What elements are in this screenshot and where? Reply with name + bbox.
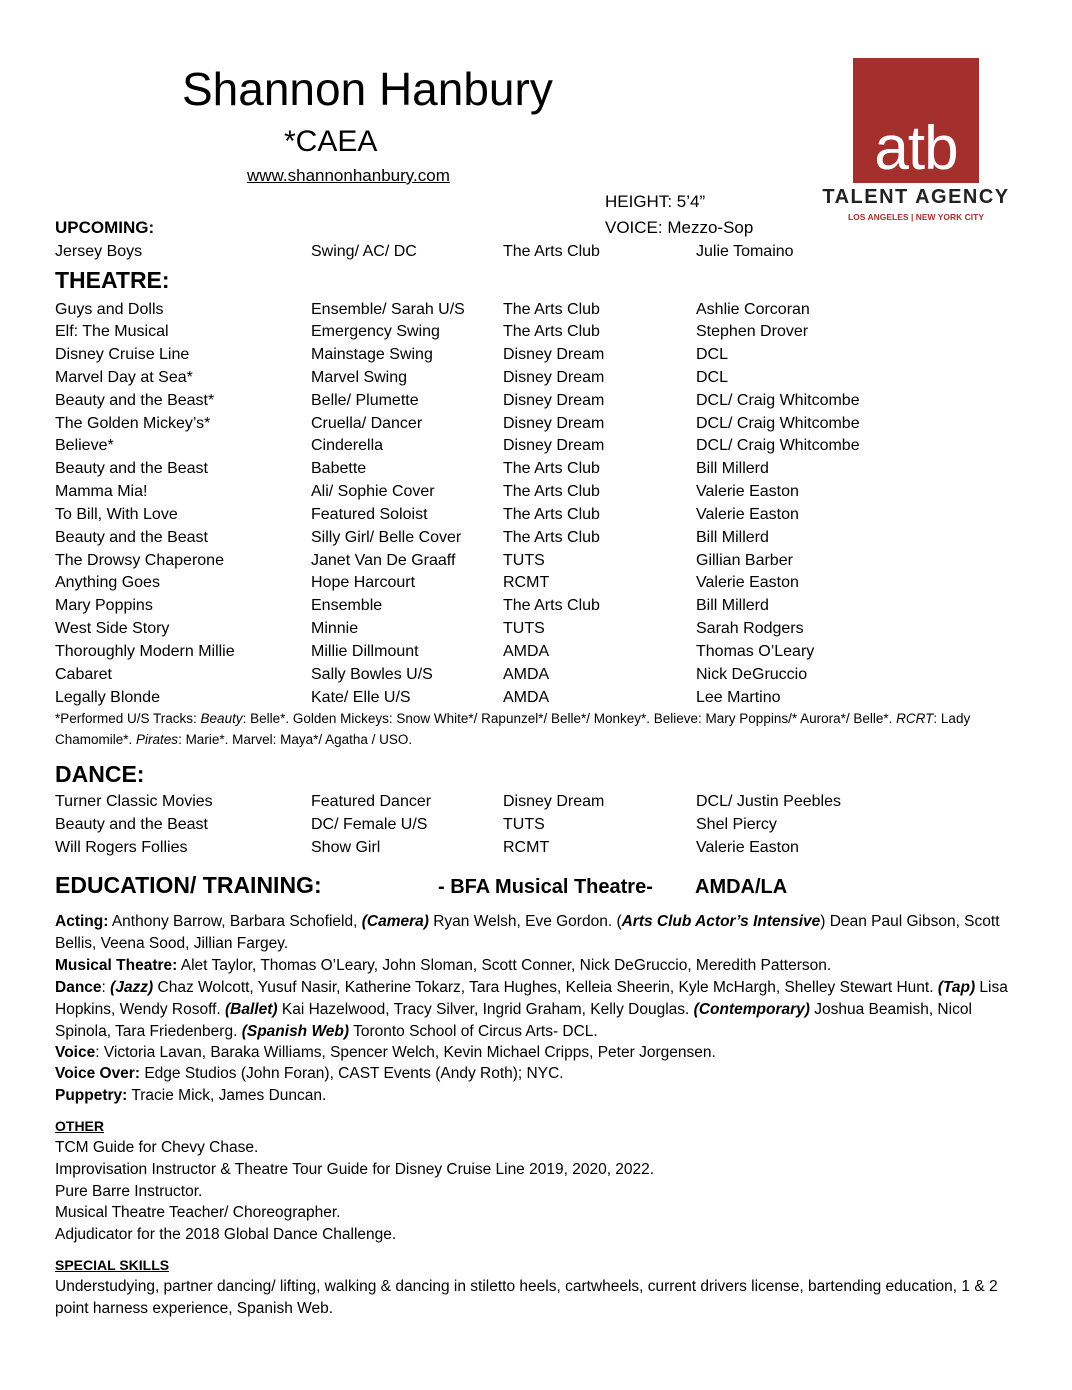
credit-venue: Disney Dream xyxy=(503,437,605,455)
credit-venue: AMDA xyxy=(503,688,550,706)
training-acting: Acting: Anthony Barrow, Barbara Schofield, (Camera) Ryan Welsh, Eve Gordon. (Arts Club Actor’s Intensive) Dean Paul Gibson, Scott Bellis, Veena Sood, Jillian Fargey. xyxy=(55,913,1000,952)
credit-show: Thoroughly Modern Millie xyxy=(55,642,235,660)
theatre-credit-row xyxy=(55,550,1015,573)
theatre-credit-row xyxy=(55,527,1015,550)
upcoming-credit-row xyxy=(55,241,1015,264)
credit-director: Thomas O’Leary xyxy=(696,642,815,660)
credit-director: DCL/ Craig Whitcombe xyxy=(696,437,860,455)
logo-cities-text: LOS ANGELES | NEW YORK CITY xyxy=(847,212,985,222)
credit-show: Beauty and the Beast xyxy=(55,528,208,546)
credit-director: DCL/ Justin Peebles xyxy=(696,793,841,810)
website-link[interactable]: www.shannonhanbury.com xyxy=(247,166,450,185)
credit-director: DCL/ Craig Whitcombe xyxy=(696,414,860,432)
credit-director: Gillian Barber xyxy=(696,551,793,569)
height-stat: HEIGHT: 5’4” xyxy=(605,192,706,211)
credit-venue: Disney Dream xyxy=(503,368,605,386)
credit-director: Bill Millerd xyxy=(696,460,769,478)
training-musical-theatre: Musical Theatre: Alet Taylor, Thomas O’Leary, John Sloman, Scott Conner, Nick DeGruccio, Meredith Patterson. xyxy=(55,957,832,974)
credit-director: Nick DeGruccio xyxy=(696,665,808,683)
credit-director: Bill Millerd xyxy=(696,597,769,615)
credit-show: To Bill, With Love xyxy=(55,505,178,523)
credit-show: Legally Blonde xyxy=(55,688,160,706)
credit-show: The Drowsy Chaperone xyxy=(55,551,224,569)
credit-role: DC/ Female U/S xyxy=(311,816,428,833)
theatre-heading: THEATRE: xyxy=(55,267,170,293)
credit-venue: TUTS xyxy=(503,816,545,833)
credit-show: The Golden Mickey’s* xyxy=(55,414,211,432)
credit-role: Cruella/ Dancer xyxy=(311,414,423,432)
credit-venue: Disney Dream xyxy=(503,793,605,810)
voice-type: VOICE: Mezzo-Sop xyxy=(605,218,754,237)
credit-director: Valerie Easton xyxy=(696,839,799,856)
credit-show: Beauty and the Beast xyxy=(55,816,208,833)
theatre-credit-row xyxy=(55,481,1015,504)
credit-role: Hope Harcourt xyxy=(311,574,416,592)
credit-director: Sarah Rodgers xyxy=(696,620,804,638)
logo-mark-box xyxy=(853,58,979,183)
credit-role: Ensemble/ Sarah U/S xyxy=(311,300,465,318)
education-school: AMDA/LA xyxy=(695,876,788,898)
training-voice-over: Voice Over: Edge Studios (John Foran), CAST Events (Andy Roth); NYC. xyxy=(55,1065,564,1082)
credit-venue: The Arts Club xyxy=(503,597,600,615)
credit-role: Kate/ Elle U/S xyxy=(311,688,411,706)
logo-mark-text: atb xyxy=(874,114,958,183)
credit-venue: The Arts Club xyxy=(503,323,600,341)
credit-show: Believe* xyxy=(55,437,114,455)
credit-director: DCL xyxy=(696,368,729,386)
credit-venue: The Arts Club xyxy=(503,460,600,478)
other-item: TCM Guide for Chevy Chase. xyxy=(55,1139,259,1156)
credit-role: Ali/ Sophie Cover xyxy=(311,483,435,501)
credit-director: Valerie Easton xyxy=(696,574,799,592)
theatre-credit-row xyxy=(55,618,1015,641)
credit-director: DCL xyxy=(696,346,729,364)
theatre-credit-row xyxy=(55,664,1015,687)
theatre-credit-row xyxy=(55,687,1015,710)
atb-talent-agency-logo xyxy=(818,58,1014,228)
credit-show: Guys and Dolls xyxy=(55,300,164,318)
credit-role: Sally Bowles U/S xyxy=(311,665,433,683)
credit-venue: The Arts Club xyxy=(503,483,600,501)
credit-director: Valerie Easton xyxy=(696,505,799,523)
credit-role: Mainstage Swing xyxy=(311,346,433,364)
education-degree: - BFA Musical Theatre- xyxy=(438,876,653,898)
credit-show: Turner Classic Movies xyxy=(55,793,213,810)
credit-show: Marvel Day at Sea* xyxy=(55,368,193,386)
dance-credit-row xyxy=(55,814,1015,837)
other-heading: OTHER xyxy=(55,1118,104,1134)
theatre-credit-row xyxy=(55,572,1015,595)
credit-director: Stephen Drover xyxy=(696,323,809,341)
special-skills-heading: SPECIAL SKILLS xyxy=(55,1257,170,1273)
credit-role: Minnie xyxy=(311,620,359,638)
credit-director: Julie Tomaino xyxy=(696,243,794,260)
training-voice: Voice: Victoria Lavan, Baraka Williams, Spencer Welch, Kevin Michael Cripps, Peter Jorgensen. xyxy=(55,1044,716,1061)
actor-name: Shannon Hanbury xyxy=(182,63,553,115)
theatre-credit-row xyxy=(55,641,1015,664)
credit-show: Beauty and the Beast* xyxy=(55,391,215,409)
credit-venue: The Arts Club xyxy=(503,300,600,318)
understudy-tracks-note: *Performed U/S Tracks: Beauty: Belle*. Golden Mickeys: Snow White*/ Rapunzel*/ Belle*/ Monkey*. Believe: Mary Poppins/* Aurora*/ Belle*. RCRT: Lady Chamomile*. Pirates: Marie*. Marvel: Maya*/ Agatha / USO. xyxy=(55,711,971,747)
credit-show: Will Rogers Follies xyxy=(55,839,188,856)
credit-director: Ashlie Corcoran xyxy=(696,300,810,318)
other-item: Improvisation Instructor & Theatre Tour Guide for Disney Cruise Line 2019, 2020, 2022. xyxy=(55,1161,655,1178)
credit-role: Millie Dillmount xyxy=(311,642,419,660)
theatre-credit-row xyxy=(55,435,1015,458)
theatre-credit-row xyxy=(55,504,1015,527)
credit-role: Belle/ Plumette xyxy=(311,391,419,409)
credit-director: Lee Martino xyxy=(696,688,781,706)
credit-show: Mamma Mia! xyxy=(55,483,148,501)
credit-venue: RCMT xyxy=(503,839,550,856)
credit-venue: Disney Dream xyxy=(503,414,605,432)
credit-venue: TUTS xyxy=(503,551,545,569)
credit-role: Featured Soloist xyxy=(311,505,428,523)
credit-venue: The Arts Club xyxy=(503,243,600,260)
credit-show: Anything Goes xyxy=(55,574,160,592)
other-item: Adjudicator for the 2018 Global Dance Challenge. xyxy=(55,1226,397,1243)
logo-agency-text: TALENT AGENCY xyxy=(822,186,1010,208)
credit-show: Mary Poppins xyxy=(55,597,153,615)
credit-show: Jersey Boys xyxy=(55,243,143,260)
theatre-credit-row xyxy=(55,595,1015,618)
credit-show: Beauty and the Beast xyxy=(55,460,208,478)
union-status: *CAEA xyxy=(284,125,378,158)
training-dance: Dance: (Jazz) Chaz Wolcott, Yusuf Nasir, Katherine Tokarz, Tara Hughes, Kelleia Sheerin, Kyle McHargh, Shelley Stewart Hunt. (Tap) Lisa Hopkins, Wendy Rosoff. (Ballet) Kai Hazelwood, Tracy Silver, Ingrid Graham, Kelly Douglas. (Contemporary) Joshua Beamish, Nicol Spinola, Tara Friedenberg. (Spanish Web) Toronto School of Circus Arts- DCL. xyxy=(55,979,1008,1040)
credit-role: Silly Girl/ Belle Cover xyxy=(311,528,462,546)
credit-venue: The Arts Club xyxy=(503,505,600,523)
theatre-credit-row xyxy=(55,321,1015,344)
credit-role: Emergency Swing xyxy=(311,323,440,341)
training-puppetry: Puppetry: Tracie Mick, James Duncan. xyxy=(55,1087,327,1104)
theatre-credit-row xyxy=(55,390,1015,413)
education-heading: EDUCATION/ TRAINING: xyxy=(55,872,322,898)
credit-role: Janet Van De Graaff xyxy=(311,551,456,569)
credit-role: Cinderella xyxy=(311,437,384,455)
credit-venue: Disney Dream xyxy=(503,391,605,409)
credit-director: Valerie Easton xyxy=(696,483,799,501)
credit-venue: RCMT xyxy=(503,574,550,592)
credit-show: Elf: The Musical xyxy=(55,323,169,341)
theatre-credit-row xyxy=(55,367,1015,390)
credit-venue: TUTS xyxy=(503,620,545,638)
credit-director: Shel Piercy xyxy=(696,816,777,833)
theatre-credit-row xyxy=(55,413,1015,436)
credit-director: DCL/ Craig Whitcombe xyxy=(696,391,860,409)
dance-credit-row xyxy=(55,837,1015,860)
theatre-credit-row xyxy=(55,299,1015,322)
credit-director: Bill Millerd xyxy=(696,528,769,546)
credit-role: Ensemble xyxy=(311,597,383,615)
dance-credit-row xyxy=(55,791,1015,814)
credit-role: Marvel Swing xyxy=(311,368,408,386)
credit-venue: AMDA xyxy=(503,665,550,683)
special-skills-text: Understudying, partner dancing/ lifting, walking & dancing in stiletto heels, cartwheels, current drivers license, bartending education, 1 & 2 point harness experience, Spanish Web. xyxy=(55,1278,998,1317)
other-item: Musical Theatre Teacher/ Choreographer. xyxy=(55,1204,341,1221)
credit-show: West Side Story xyxy=(55,620,170,638)
credit-role: Featured Dancer xyxy=(311,793,432,810)
other-item: Pure Barre Instructor. xyxy=(55,1183,203,1200)
credit-role: Swing/ AC/ DC xyxy=(311,243,417,260)
credit-venue: AMDA xyxy=(503,642,550,660)
credit-show: Disney Cruise Line xyxy=(55,346,190,364)
theatre-credit-row xyxy=(55,344,1015,367)
credit-role: Babette xyxy=(311,460,367,478)
credit-role: Show Girl xyxy=(311,839,381,856)
credit-venue: Disney Dream xyxy=(503,346,605,364)
theatre-credit-row xyxy=(55,458,1015,481)
credit-venue: The Arts Club xyxy=(503,528,600,546)
credit-show: Cabaret xyxy=(55,665,112,683)
upcoming-heading: UPCOMING: xyxy=(55,218,155,237)
dance-heading: DANCE: xyxy=(55,761,145,787)
